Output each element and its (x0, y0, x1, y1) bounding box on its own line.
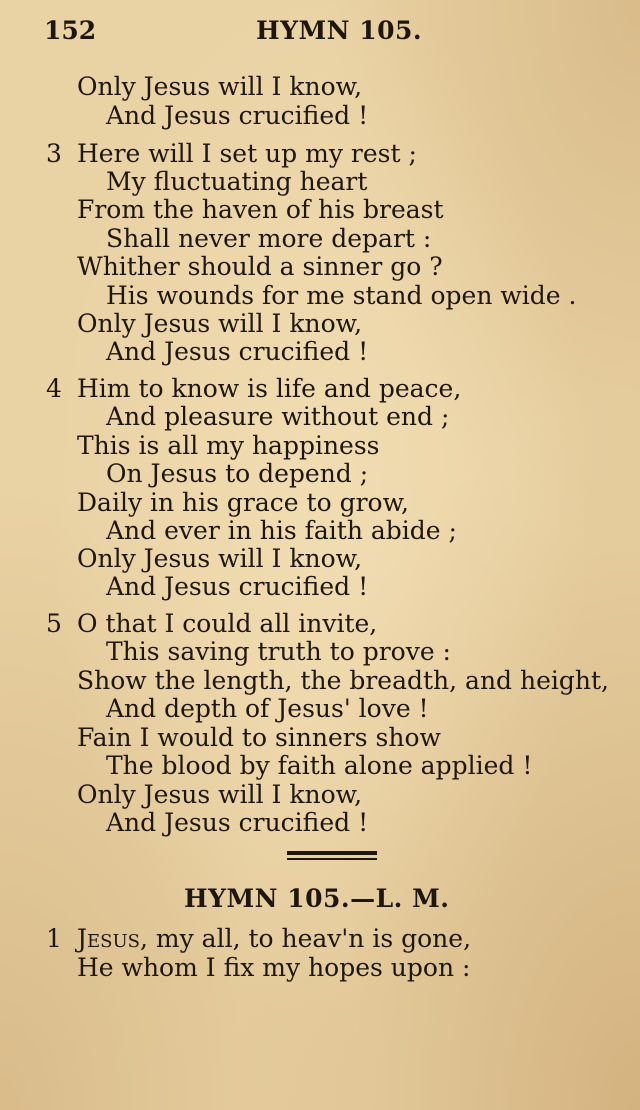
verse-line: My fluctuating heart (106, 167, 368, 196)
verse-line: Shall never more depart : (106, 224, 432, 253)
verse-line: Whither should a sinner go ? (77, 252, 443, 281)
section-divider-thin (287, 858, 377, 860)
verse-line: And depth of Jesus' love ! (106, 694, 429, 723)
verse-line: Only Jesus will I know, (77, 544, 363, 573)
verse-line: Only Jesus will I know, (77, 309, 363, 338)
stanza-number: 5 (46, 609, 62, 638)
line-rest: , my all, to heav'n is gone, (140, 924, 472, 953)
verse-line: And ever in his faith abide ; (106, 516, 457, 545)
stanza-number: 1 (46, 924, 62, 953)
verse-line: He whom I fix my hopes upon : (77, 953, 471, 982)
verse-line: The blood by faith alone applied ! (106, 751, 533, 780)
verse-line (77, 924, 471, 954)
verse-line: On Jesus to depend ; (106, 459, 369, 488)
verse-line: O that I could all invite, (77, 609, 378, 638)
first-word: Jesus (77, 924, 140, 953)
verse-line: Only Jesus will I know, (77, 780, 363, 809)
verse-line: This saving truth to prove : (106, 637, 451, 666)
verse-line: From the haven of his breast (77, 195, 444, 224)
page-number: 152 (44, 16, 97, 45)
verse-line: Show the length, the breadth, and height, (77, 666, 609, 695)
section-divider (287, 851, 377, 855)
verse-line: His wounds for me stand open wide . (106, 281, 577, 310)
verse-line: This is all my happiness (77, 431, 380, 460)
verse-line: Only Jesus will I know, (77, 72, 363, 101)
stanza-number: 3 (46, 139, 62, 168)
verse-line: Fain I would to sinners show (77, 723, 441, 752)
stanza-number: 4 (46, 374, 62, 403)
verse-line: And Jesus crucified ! (106, 337, 369, 366)
verse-line: Here will I set up my rest ; (77, 139, 417, 168)
verse-line: Him to know is life and peace, (77, 374, 462, 403)
running-head: HYMN 105. (256, 16, 423, 45)
verse-line: And Jesus crucified ! (106, 808, 369, 837)
hymn-title: HYMN 105.—L. M. (184, 884, 450, 913)
verse-line: Daily in his grace to grow, (77, 488, 409, 517)
verse-line: And pleasure without end ; (106, 402, 450, 431)
page-header (0, 16, 640, 56)
verse-line: And Jesus crucified ! (106, 572, 369, 601)
verse-line: And Jesus crucified ! (106, 101, 369, 130)
